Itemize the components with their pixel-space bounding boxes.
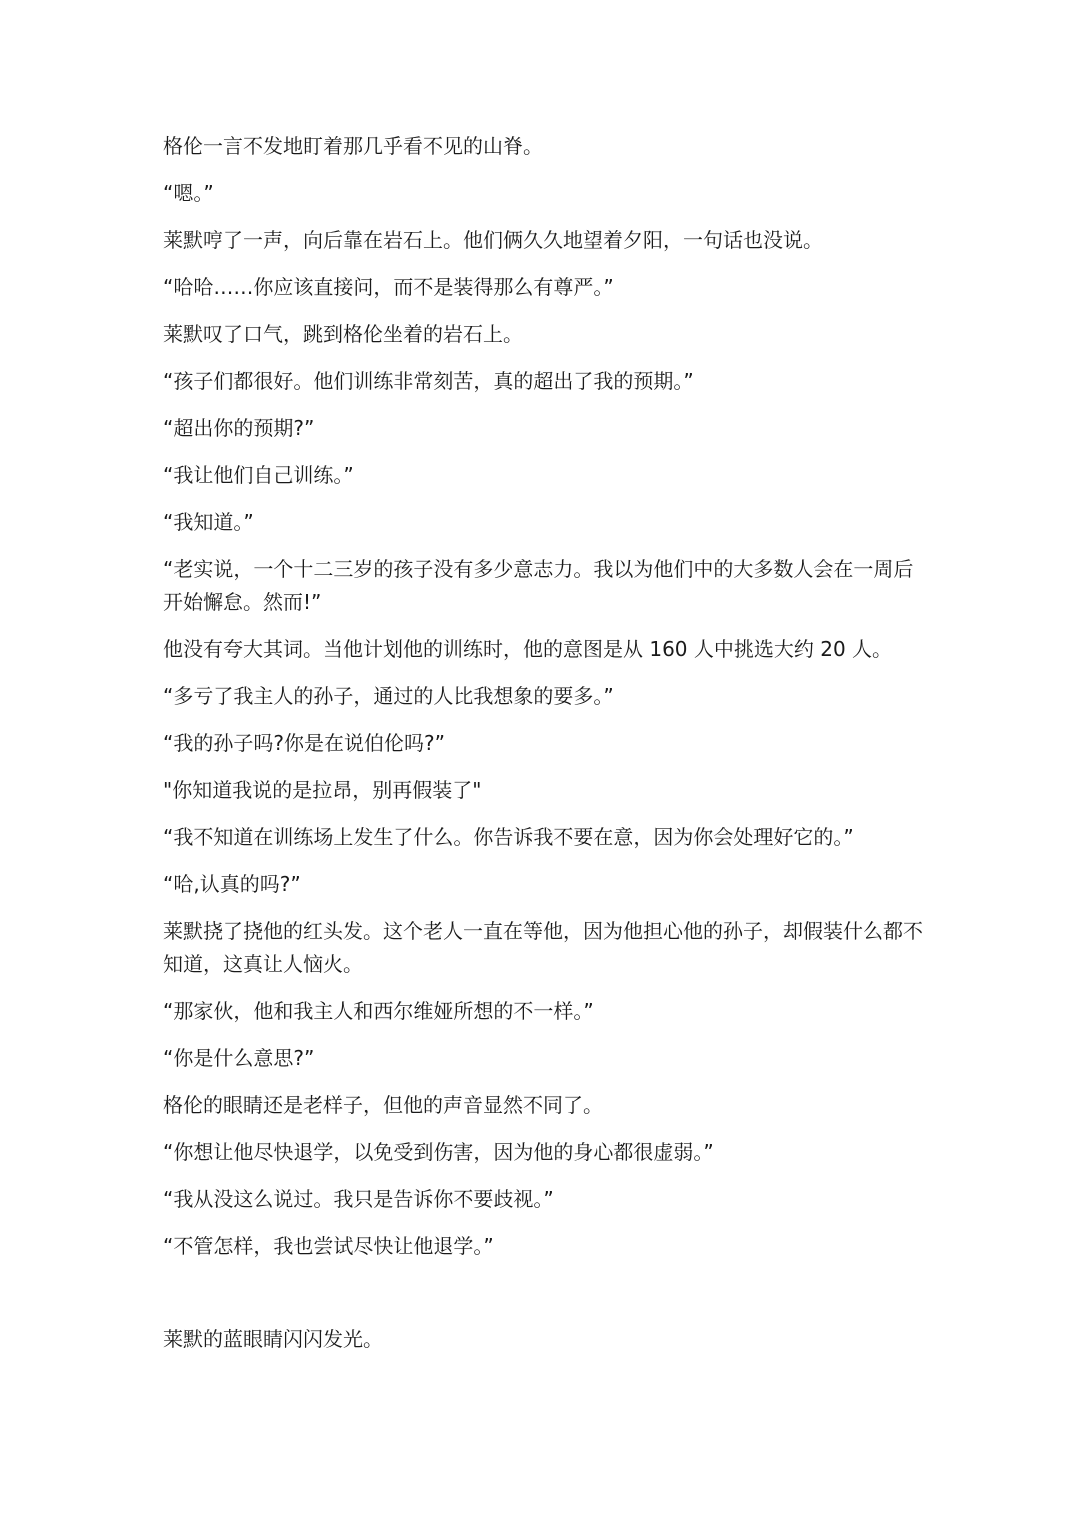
paragraph: 莱默叹了口气，跳到格伦坐着的岩石上。	[163, 322, 523, 346]
paragraph: “哈哈……你应该直接问，而不是装得那么有尊严。”	[163, 275, 614, 299]
paragraph: “你是什么意思?”	[163, 1046, 315, 1070]
paragraph: “我让他们自己训练。”	[163, 463, 354, 487]
paragraph: “你想让他尽快退学，以免受到伤害，因为他的身心都很虚弱。”	[163, 1140, 714, 1164]
paragraph: “老实说，一个十二三岁的孩子没有多少意志力。我以为他们中的大多数人会在一周后开始懈怠。然而!”	[163, 557, 914, 614]
paragraph: “嗯。”	[163, 181, 214, 205]
paragraph: “我从没这么说过。我只是告诉你不要歧视。”	[163, 1187, 554, 1211]
paragraph: “我知道。”	[163, 510, 254, 534]
paragraph: “孩子们都很好。他们训练非常刻苦，真的超出了我的预期。”	[163, 369, 694, 393]
paragraph: 莱默的蓝眼睛闪闪发光。	[163, 1327, 383, 1351]
paragraph: “那家伙，他和我主人和西尔维娅所想的不一样。”	[163, 999, 594, 1023]
paragraph: “哈,认真的吗?”	[163, 872, 301, 896]
paragraph: “超出你的预期?”	[163, 416, 315, 440]
paragraph: 莱默挠了挠他的红头发。这个老人一直在等他，因为他担心他的孙子，却假装什么都不知道，这真让人恼火。	[163, 919, 923, 976]
paragraph: 他没有夸大其词。当他计划他的训练时，他的意图是从 160 人中挑选大约 20 人。	[163, 637, 893, 661]
paragraph: "你知道我说的是拉昂，别再假装了"	[163, 778, 482, 802]
paragraph: 格伦一言不发地盯着那几乎看不见的山脊。	[163, 134, 543, 158]
paragraph: “我的孙子吗?你是在说伯伦吗?”	[163, 731, 445, 755]
paragraph: 莱默哼了一声，向后靠在岩石上。他们俩久久地望着夕阳，一句话也没说。	[163, 228, 823, 252]
paragraph: “多亏了我主人的孙子，通过的人比我想象的要多。”	[163, 684, 614, 708]
paragraph: 格伦的眼睛还是老样子，但他的声音显然不同了。	[163, 1093, 603, 1117]
paragraph: “不管怎样，我也尝试尽快让他退学。”	[163, 1234, 494, 1258]
paragraph: “我不知道在训练场上发生了什么。你告诉我不要在意，因为你会处理好它的。”	[163, 825, 854, 849]
